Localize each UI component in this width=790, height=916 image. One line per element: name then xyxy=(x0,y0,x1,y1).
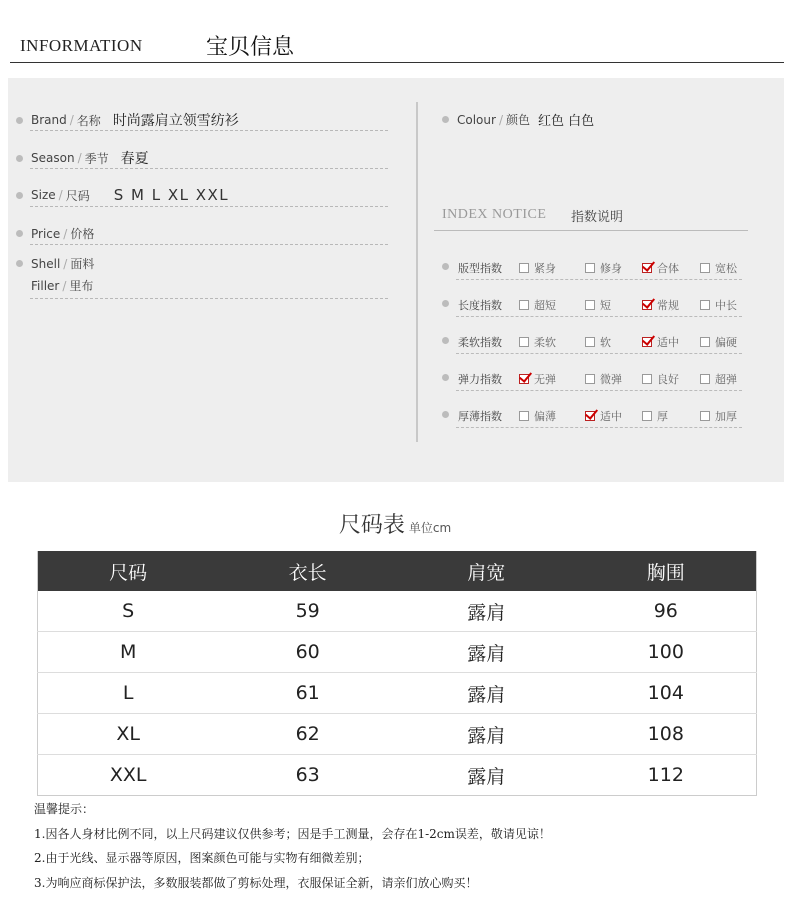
index-option xyxy=(585,260,622,276)
index-row xyxy=(442,405,742,425)
checkbox-icon xyxy=(700,374,710,384)
tip-item: 1.因各人身材比例不同，以上尺码建议仅供参考；因是手工测量，会存在1-2cm误差，敬请见谅！ xyxy=(34,826,551,841)
colour-value: 红色 白色 xyxy=(538,114,595,129)
table-cell: 露肩 xyxy=(397,755,576,796)
table-cell: 62 xyxy=(218,714,397,755)
option-label: 加厚 xyxy=(715,410,737,423)
table-cell: 露肩 xyxy=(397,714,576,755)
index-option xyxy=(585,334,611,350)
checkbox-icon xyxy=(585,300,595,310)
bullet-icon xyxy=(442,374,449,381)
index-option xyxy=(642,371,679,387)
index-row xyxy=(442,294,742,314)
table-cell: L xyxy=(38,673,219,714)
index-option xyxy=(519,371,556,387)
bullet-icon xyxy=(16,117,23,124)
divider xyxy=(456,390,742,391)
index-title-en: INDEX NOTICE xyxy=(442,207,547,222)
table-cell: 112 xyxy=(576,755,757,796)
shell-row: Shell / 面料 xyxy=(16,255,94,272)
option-label: 偏硬 xyxy=(715,336,737,349)
size-row: Size / 尺码 S M L XL XXL xyxy=(16,186,229,204)
table-cell: 104 xyxy=(576,673,757,714)
table-cell: 露肩 xyxy=(397,632,576,673)
column-header: 胸围 xyxy=(576,551,757,591)
table-header-row xyxy=(38,551,757,591)
checkbox-icon xyxy=(585,263,595,273)
table-cell: 61 xyxy=(218,673,397,714)
checkbox-icon xyxy=(585,374,595,384)
index-name: 柔软指数 xyxy=(458,336,502,349)
brand-label-cn: 名称 xyxy=(76,113,101,128)
panel-divider xyxy=(416,102,418,442)
brand-value: 时尚露肩立领雪纺衫 xyxy=(112,113,239,129)
bullet-icon xyxy=(16,230,23,237)
table-cell: 96 xyxy=(576,591,757,632)
table-row xyxy=(38,714,757,755)
index-name: 弹力指数 xyxy=(458,373,502,386)
index-title-cn: 指数说明 xyxy=(571,210,624,225)
size-table xyxy=(37,551,757,796)
divider xyxy=(456,279,742,280)
option-label: 超弹 xyxy=(715,373,737,386)
season-label-cn: 季节 xyxy=(84,151,109,166)
bullet-icon xyxy=(16,155,23,162)
index-option xyxy=(585,371,622,387)
checkbox-icon xyxy=(585,337,595,347)
info-title-cn: 宝贝信息 xyxy=(206,35,295,60)
column-header: 衣长 xyxy=(218,551,397,591)
filler-label-cn: 里布 xyxy=(69,279,94,293)
index-row xyxy=(442,331,742,351)
table-cell: 100 xyxy=(576,632,757,673)
table-cell: 露肩 xyxy=(397,591,576,632)
column-header: 肩宽 xyxy=(397,551,576,591)
index-option xyxy=(700,297,737,313)
tip-item: 2.由于光线、显示器等原因，图案颜色可能与实物有细微差别； xyxy=(34,851,370,865)
brand-row: Brand / 名称 时尚露肩立领雪纺衫 xyxy=(16,110,239,130)
colour-label-en: Colour xyxy=(457,112,496,127)
checkbox-icon xyxy=(642,411,652,421)
info-title-en: INFORMATION xyxy=(20,36,143,55)
checked-checkbox-icon xyxy=(519,374,529,384)
bullet-icon xyxy=(442,337,449,344)
price-label-en: Price xyxy=(31,226,61,241)
filler-label-en: Filler xyxy=(31,278,60,293)
option-label: 适中 xyxy=(600,410,622,423)
divider xyxy=(30,130,388,131)
index-option xyxy=(519,260,556,276)
index-option xyxy=(642,297,679,313)
divider xyxy=(30,298,388,299)
table-cell: 59 xyxy=(218,591,397,632)
divider xyxy=(30,206,388,207)
table-cell: S xyxy=(38,591,219,632)
table-row xyxy=(38,591,757,632)
checkbox-icon xyxy=(642,374,652,384)
header-divider xyxy=(10,62,784,63)
size-value: S M L XL XXL xyxy=(113,186,230,204)
option-label: 常规 xyxy=(657,299,679,312)
tip-item: 3.为响应商标保护法，多数服装都做了剪标处理，衣服保证全新，请亲们放心购买！ xyxy=(34,875,478,890)
season-label-en: Season xyxy=(31,151,75,165)
table-cell: 60 xyxy=(218,632,397,673)
checkbox-icon xyxy=(700,263,710,273)
option-label: 宽松 xyxy=(715,262,737,275)
index-option xyxy=(519,297,556,313)
index-divider xyxy=(434,230,748,231)
size-table-title xyxy=(0,508,790,539)
divider xyxy=(30,244,388,245)
option-label: 柔软 xyxy=(534,336,556,349)
divider xyxy=(456,353,742,354)
divider xyxy=(456,427,742,428)
option-label: 合体 xyxy=(657,262,679,275)
size-table-heading: 尺码表 xyxy=(338,513,405,538)
price-row: Price / 价格 xyxy=(16,225,94,242)
filler-row: Filler / 里布 xyxy=(31,278,94,293)
shell-label-en: Shell xyxy=(31,256,61,271)
size-label-cn: 尺码 xyxy=(65,188,90,203)
shell-label-cn: 面料 xyxy=(70,257,95,271)
table-cell: XL xyxy=(38,714,219,755)
option-label: 中长 xyxy=(715,299,737,312)
table-cell: 露肩 xyxy=(397,673,576,714)
index-option xyxy=(519,408,556,424)
index-option xyxy=(519,334,556,350)
option-label: 微弹 xyxy=(600,373,622,386)
price-label-cn: 价格 xyxy=(70,227,95,241)
checkbox-icon xyxy=(700,337,710,347)
table-cell: XXL xyxy=(38,755,219,796)
index-name: 长度指数 xyxy=(458,299,502,312)
checkbox-icon xyxy=(700,300,710,310)
option-label: 适中 xyxy=(657,336,679,349)
index-row xyxy=(442,257,742,277)
divider xyxy=(30,168,388,169)
divider xyxy=(456,316,742,317)
bullet-icon xyxy=(16,260,23,267)
table-row xyxy=(38,673,757,714)
option-label: 厚 xyxy=(657,410,668,423)
index-option xyxy=(642,260,679,276)
index-option xyxy=(700,260,737,276)
colour-row: Colour / 颜色 红色 白色 xyxy=(442,110,594,129)
index-option xyxy=(642,334,679,350)
table-cell: 63 xyxy=(218,755,397,796)
option-label: 软 xyxy=(600,336,611,349)
season-row: Season / 季节 春夏 xyxy=(16,148,149,168)
season-value: 春夏 xyxy=(120,151,149,167)
bullet-icon xyxy=(442,263,449,270)
index-name: 厚薄指数 xyxy=(458,410,502,423)
option-label: 短 xyxy=(600,299,611,312)
option-label: 偏薄 xyxy=(534,410,556,423)
option-label: 修身 xyxy=(600,262,622,275)
checked-checkbox-icon xyxy=(642,337,652,347)
index-option xyxy=(585,408,622,424)
bullet-icon xyxy=(16,192,23,199)
bullet-icon xyxy=(442,116,449,123)
index-row xyxy=(442,368,742,388)
table-row xyxy=(38,632,757,673)
size-table-unit: 单位cm xyxy=(408,521,452,535)
checkbox-icon xyxy=(519,300,529,310)
table-cell: 108 xyxy=(576,714,757,755)
bullet-icon xyxy=(442,411,449,418)
checkbox-icon xyxy=(700,411,710,421)
column-header: 尺码 xyxy=(38,551,219,591)
option-label: 超短 xyxy=(534,299,556,312)
bullet-icon xyxy=(442,300,449,307)
colour-label-cn: 颜色 xyxy=(505,113,530,127)
option-label: 良好 xyxy=(657,373,679,386)
checkbox-icon xyxy=(519,263,529,273)
tips-title: 温馨提示： xyxy=(34,802,95,816)
index-option xyxy=(700,334,737,350)
option-label: 紧身 xyxy=(534,262,556,275)
checked-checkbox-icon xyxy=(585,411,595,421)
checkbox-icon xyxy=(519,337,529,347)
checked-checkbox-icon xyxy=(642,300,652,310)
brand-label-en: Brand xyxy=(31,113,67,127)
checked-checkbox-icon xyxy=(642,263,652,273)
size-label-en: Size xyxy=(31,188,56,202)
index-name: 版型指数 xyxy=(458,262,502,275)
table-row xyxy=(38,755,757,796)
checkbox-icon xyxy=(519,411,529,421)
tips-section xyxy=(34,797,551,895)
table-cell: M xyxy=(38,632,219,673)
index-option xyxy=(700,408,737,424)
option-label: 无弹 xyxy=(534,373,556,386)
index-option xyxy=(585,297,611,313)
index-option xyxy=(700,371,737,387)
index-option xyxy=(642,408,668,424)
